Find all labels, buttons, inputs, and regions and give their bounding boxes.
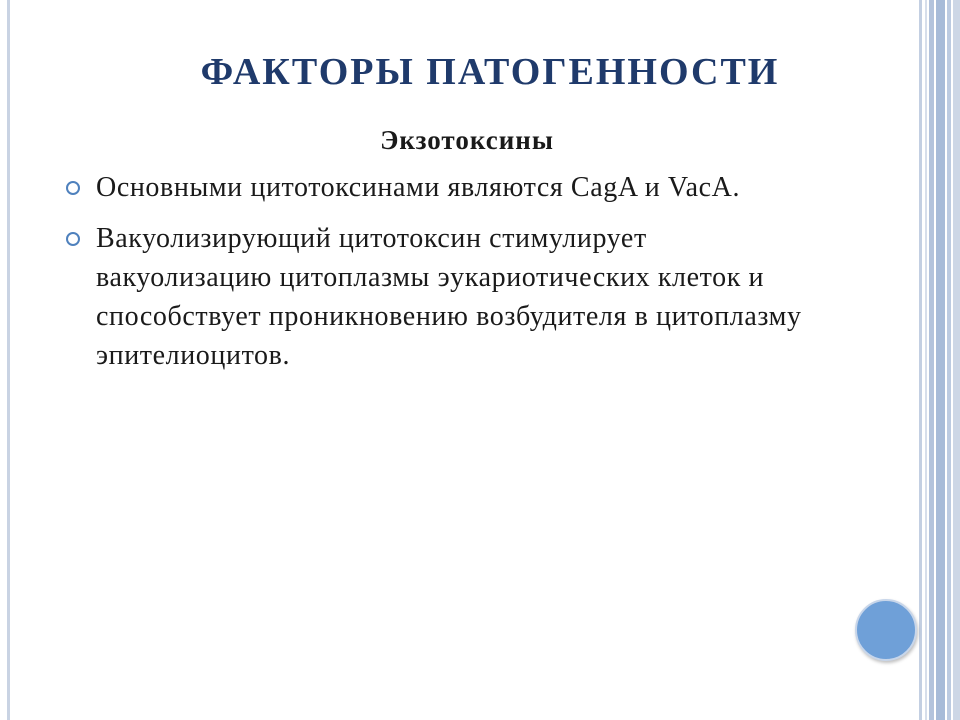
right-decor-stripe [947,0,951,720]
slide-subtitle: Экзотоксины [380,125,554,155]
bullet-text: Вакуолизирующий цитотоксин стимулирует вакуолизацию цитоплазмы эукариотических клеток и способствует проникновению возбудителя в цитоплазму эпителиоцитов. [96,223,802,371]
left-frame-line [7,0,10,720]
right-decor-stripe [936,0,945,720]
bullet-item [60,219,820,375]
bullet-item [60,168,820,207]
right-decor-stripe [919,0,922,720]
right-decor-stripe [953,0,960,720]
bullet-list [60,168,820,387]
right-decor-stripe [929,0,934,720]
ring-bullet-icon [66,232,80,246]
circle-nav-button[interactable] [855,599,917,661]
right-decor-stripe [925,0,927,720]
slide-title: ФАКТОРЫ ПАТОГЕННОСТИ [200,51,780,93]
bullet-text: Основными цитотоксинами являются CagA и VacA. [96,172,741,203]
ring-bullet-icon [66,181,80,195]
